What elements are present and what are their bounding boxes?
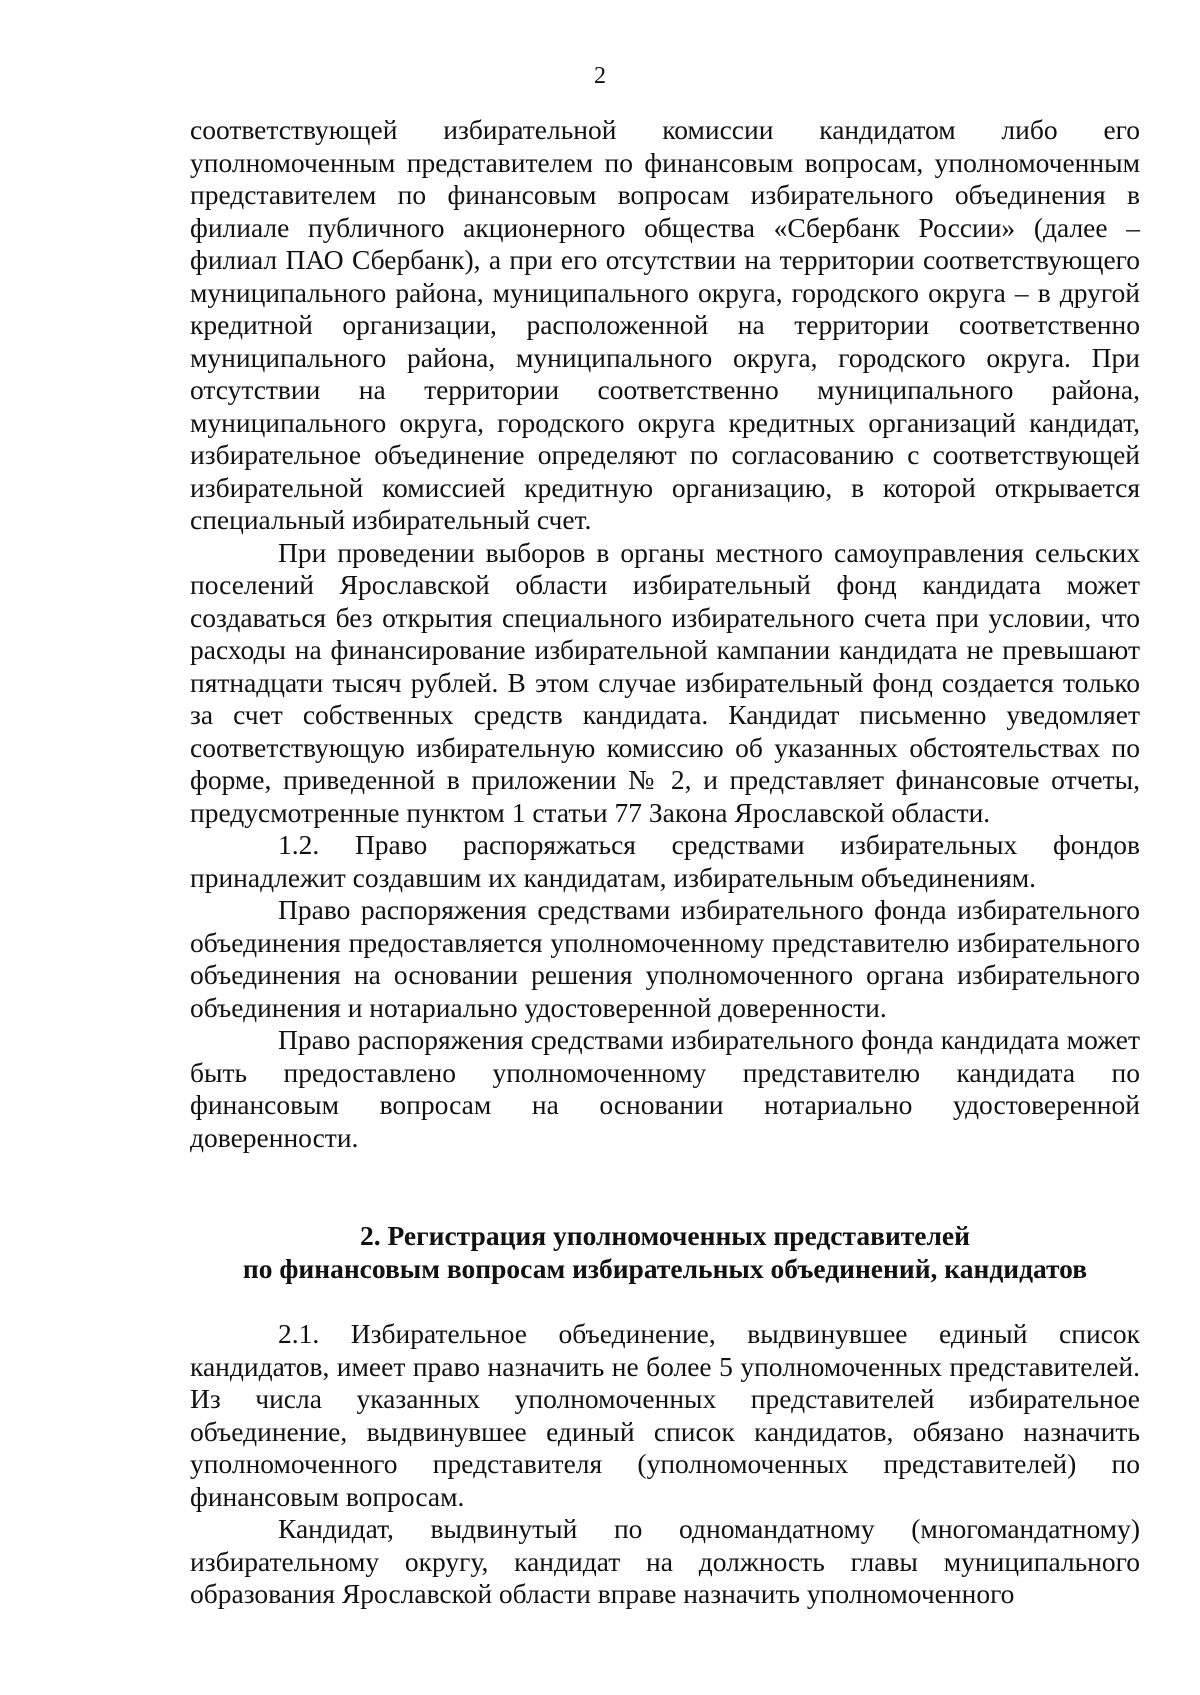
paragraph-association-rights: Право распоряжения средствами избирательного фонда избирательного объединения предоставляется уполномоченному представителю избирательного объединения на основании решения уполномоченного органа избирательного объединения и нотариально удостоверенной доверенности. xyxy=(190,894,1140,1023)
paragraph-rural-settlements: При проведении выборов в органы местного самоуправления сельских поселений Ярославской области избирательный фонд кандидата может создаваться без открытия специального избирательного счета при условии, что расходы на финансирование избирательной кампании кандидата не превышают пятнадцати тысяч рублей. В этом случае избирательный фонд создается только за счет собственных средств кандидата. Кандидат письменно уведомляет соответствующую избирательную комиссию об указанных обстоятельствах по форме, приведенной в приложении № 2, и представляет финансовые отчеты, предусмотренные пунктом 1 статьи 77 Закона Ярославской области. xyxy=(190,536,1140,828)
paragraph-2-1: 2.1. Избирательное объединение, выдвинувшее единый список кандидатов, имеет право назначить не более 5 уполномоченных представителей. Из числа указанных уполномоченных представителей избирательное объединение, выдвинувшее единый список кандидатов, обязано назначить уполномоченного представителя (уполномоченных представителей) по финансовым вопросам. xyxy=(190,1318,1140,1512)
section-heading xyxy=(190,1220,1140,1285)
paragraph-candidate-rights: Право распоряжения средствами избирательного фонда кандидата может быть предоставлено уполномоченному представителю кандидата по финансовым вопросам на основании нотариально удостоверенной доверенности. xyxy=(190,1024,1140,1153)
body-text-top xyxy=(190,114,1140,1154)
paragraph-continuation: соответствующей избирательной комиссии кандидатом либо его уполномоченным представителем по финансовым вопросам, уполномоченным представителем по финансовым вопросам избирательного объединения в филиале публичного акционерного общества «Сбербанк России» (далее – филиал ПАО Сбербанк), а при его отсутствии на территории соответствующего муниципального района, муниципального округа, городского округа – в другой кредитной организации, расположенной на территории соответственно муниципального района, муниципального округа, городского округа. При отсутствии на территории соответственно муниципального района, муниципального округа, городского округа кредитных организаций кандидат, избирательное объединение определяют по согласованию с соответствующей избирательной комиссией кредитную организацию, в которой открывается специальный избирательный счет. xyxy=(190,114,1140,535)
section-heading-line-1: 2. Регистрация уполномоченных представителей xyxy=(360,1220,970,1251)
paragraph-candidate-appointment: Кандидат, выдвинутый по одномандатному (многомандатному) избирательному округу, кандидат на должность главы муниципального образования Ярославской области вправе назначить уполномоченного xyxy=(190,1513,1140,1609)
paragraph-1-2: 1.2. Право распоряжаться средствами избирательных фондов принадлежит создавшим их кандидатам, избирательным объединениям. xyxy=(190,829,1140,893)
page-number: 2 xyxy=(594,63,606,89)
body-text-bottom xyxy=(190,1318,1140,1611)
section-heading-line-2: по финансовым вопросам избирательных объединений, кандидатов xyxy=(242,1252,1088,1284)
